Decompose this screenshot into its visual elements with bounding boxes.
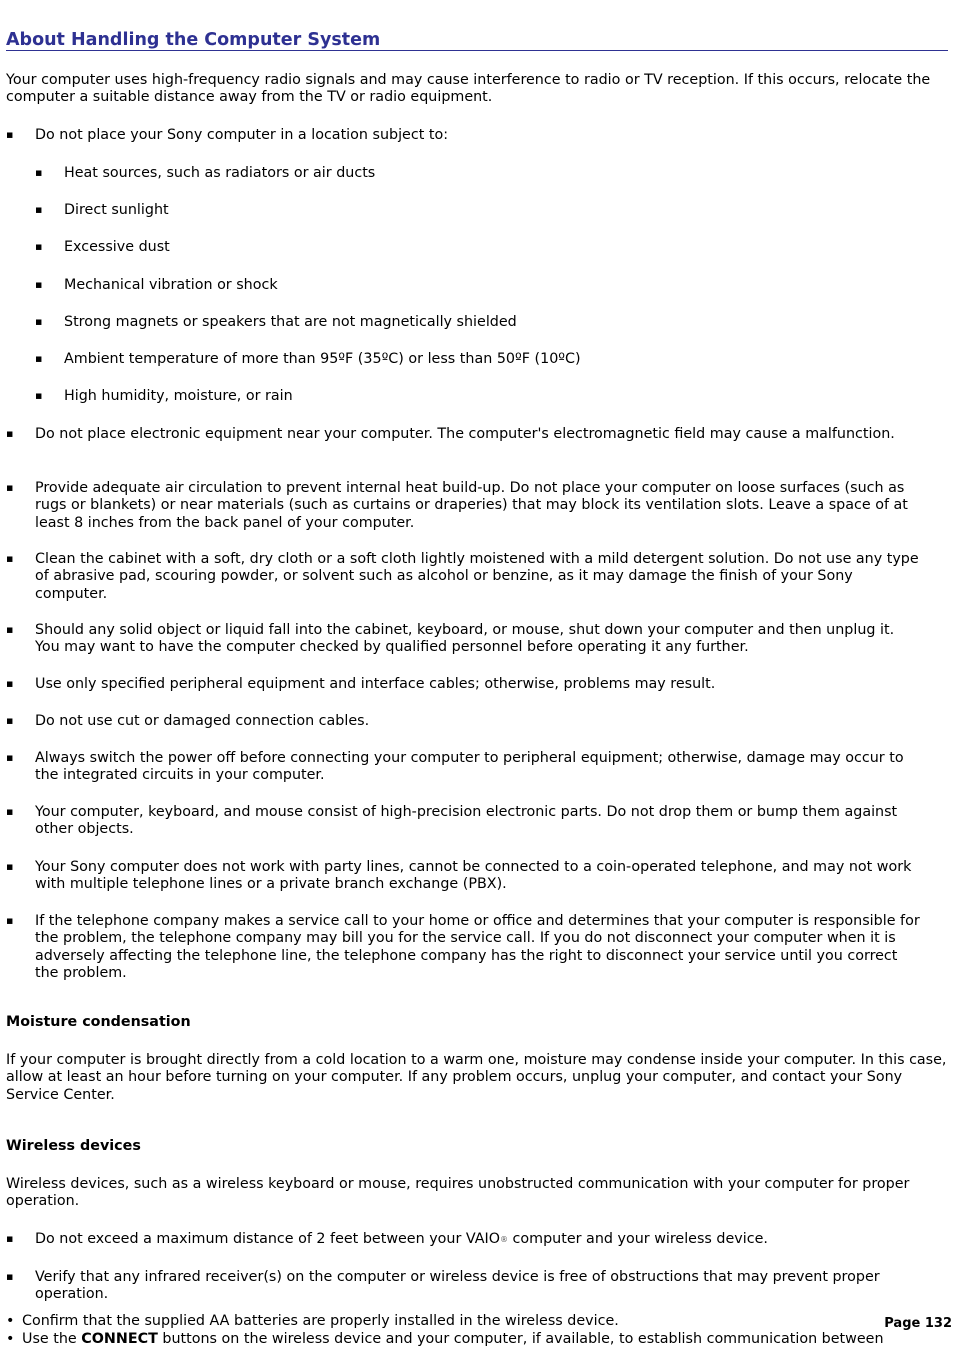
list-item-text: Strong magnets or speakers that are not magnetically shielded — [64, 314, 517, 330]
square-bullet-icon: ▪ — [35, 203, 43, 216]
sub-list-item — [35, 202, 915, 219]
square-bullet-icon: ▪ — [6, 552, 14, 565]
list-item-text: Confirm that the supplied AA batteries are properly installed in the wireless device. — [22, 1313, 619, 1329]
list-item-text: Should any solid object or liquid fall into the cabinet, keyboard, or mouse, shut down your computer and then unplug it. You may want to have the computer checked by qualified personnel before operating it any further. — [35, 622, 895, 656]
list-item-text: Always switch the power off before connecting your computer to peripheral equipment; otherwise, damage may occur to the integrated circuits in your computer. — [35, 750, 904, 784]
intro-paragraph: Your computer uses high-frequency radio signals and may cause interference to radio or TV reception. If this occurs, relocate the computer a suitable distance away from the TV or radio equipment. — [6, 72, 931, 106]
moisture-paragraph: If your computer is brought directly from a cold location to a warm one, moisture may condense inside your computer. In this case, allow at least an hour before turning on your computer. If any problem occurs, unplug your computer, and contact your Sony Service Center. — [6, 1052, 947, 1103]
list-item — [6, 859, 921, 894]
list-item — [6, 127, 921, 144]
list-item — [6, 913, 921, 983]
list-item-text: Clean the cabinet with a soft, dry cloth or a soft cloth lightly moistened with a mild detergent solution. Do not use any type of abrasive pad, scouring powder, or solvent such as alcohol or benzine, as it may damage the finish of your Sony computer. — [35, 551, 919, 602]
square-bullet-icon: ▪ — [6, 805, 14, 818]
list-item-text: Do not place electronic equipment near your computer. The computer's electromagnetic field may cause a malfunction. — [35, 426, 895, 442]
square-bullet-icon: ▪ — [35, 389, 43, 402]
list-item-text: Your Sony computer does not work with party lines, cannot be connected to a coin-operated telephone, and may not work with multiple telephone lines or a private branch exchange (PBX). — [35, 859, 912, 893]
list-item — [6, 1313, 866, 1330]
list-item-text: Excessive dust — [64, 239, 170, 255]
list-item-text: Provide adequate air circulation to prevent internal heat build-up. Do not place your computer on loose surfaces (such as rugs or blankets) or near materials (such as curtains or draperies) that may block its ventilation slots. Leave a space of at least 8 inches from the back panel of your computer. — [35, 480, 908, 531]
square-bullet-icon: ▪ — [35, 352, 43, 365]
sub-list-item — [35, 165, 915, 182]
square-bullet-icon: ▪ — [35, 166, 43, 179]
dot-bullet-icon: • — [6, 1313, 15, 1329]
list-item — [6, 1269, 921, 1304]
list-item-text: Direct sunlight — [64, 202, 169, 218]
sub-list-item — [35, 314, 915, 331]
list-item-text: High humidity, moisture, or rain — [64, 388, 293, 404]
page-title: About Handling the Computer System — [6, 29, 948, 51]
list-item — [6, 1231, 921, 1248]
square-bullet-icon: ▪ — [35, 315, 43, 328]
list-item-text: Ambient temperature of more than 95ºF (35ºC) or less than 50ºF (10ºC) — [64, 351, 581, 367]
list-item-text: Use only specified peripheral equipment and interface cables; otherwise, problems may result. — [35, 676, 716, 692]
list-item-text: Use the CONNECT buttons on the wireless device and your computer, if available, to establish communication between — [22, 1331, 884, 1347]
section-heading-moisture: Moisture condensation — [6, 1014, 191, 1030]
page-number: Page 132 — [884, 1316, 952, 1331]
list-item — [6, 426, 921, 443]
dot-bullet-icon: • — [6, 1331, 15, 1347]
sub-list-item — [35, 351, 915, 368]
square-bullet-icon: ▪ — [35, 240, 43, 253]
square-bullet-icon: ▪ — [6, 1232, 14, 1245]
square-bullet-icon: ▪ — [6, 128, 14, 141]
list-item — [6, 676, 921, 693]
connect-label: CONNECT — [81, 1331, 158, 1347]
square-bullet-icon: ▪ — [6, 714, 14, 727]
sub-list-item — [35, 277, 915, 294]
sub-list-item — [35, 239, 915, 256]
wireless-paragraph: Wireless devices, such as a wireless keyboard or mouse, requires unobstructed communication with your computer for proper operation. — [6, 1176, 910, 1210]
list-item — [6, 480, 921, 532]
square-bullet-icon: ▪ — [6, 623, 14, 636]
square-bullet-icon: ▪ — [35, 278, 43, 291]
list-item-text: Heat sources, such as radiators or air ducts — [64, 165, 376, 181]
square-bullet-icon: ▪ — [6, 481, 14, 494]
square-bullet-icon: ▪ — [6, 751, 14, 764]
list-item — [6, 750, 921, 785]
square-bullet-icon: ▪ — [6, 914, 14, 927]
square-bullet-icon: ▪ — [6, 1270, 14, 1283]
sub-list-item — [35, 388, 915, 405]
list-item — [6, 622, 921, 657]
square-bullet-icon: ▪ — [6, 677, 14, 690]
square-bullet-icon: ▪ — [6, 427, 14, 440]
square-bullet-icon: ▪ — [6, 860, 14, 873]
section-heading-wireless: Wireless devices — [6, 1138, 141, 1154]
list-item — [6, 804, 921, 839]
registered-mark: ® — [500, 1235, 509, 1244]
list-item — [6, 1331, 948, 1348]
list-item-text: Do not place your Sony computer in a location subject to: — [35, 127, 449, 143]
list-item-text: Verify that any infrared receiver(s) on the computer or wireless device is free of obstructions that may prevent proper operation. — [35, 1269, 880, 1303]
list-item — [6, 713, 921, 730]
list-item-text: If the telephone company makes a service call to your home or office and determines that your computer is responsible for the problem, the telephone company may bill you for the service call. If you do not disconnect your computer when it is adversely affecting the telephone line, the telephone company has the right to disconnect your service until you correct the problem. — [35, 913, 920, 982]
list-item-text: Do not use cut or damaged connection cables. — [35, 713, 370, 729]
list-item-text: Your computer, keyboard, and mouse consist of high-precision electronic parts. Do not drop them or bump them against other objects. — [35, 804, 898, 838]
list-item — [6, 551, 921, 603]
list-item-text: Do not exceed a maximum distance of 2 feet between your VAIO® computer and your wireless device. — [35, 1231, 768, 1247]
list-item-text: Mechanical vibration or shock — [64, 277, 278, 293]
